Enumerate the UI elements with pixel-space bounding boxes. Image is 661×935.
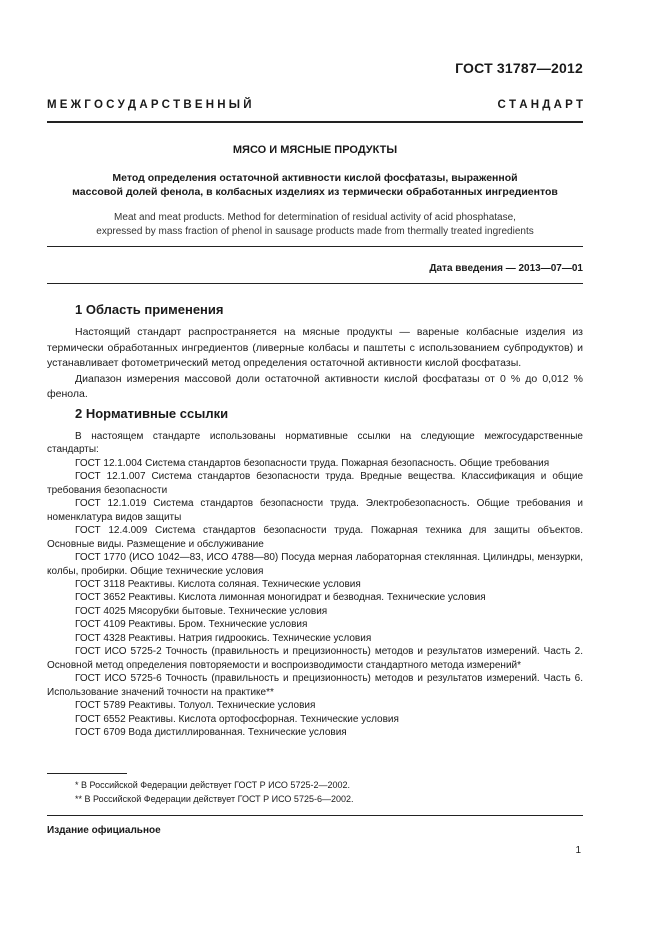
doc-number: ГОСТ 31787—2012 <box>455 60 583 76</box>
ru-title <box>47 171 583 199</box>
reference-item: ГОСТ 4328 Реактивы. Натрия гидроокись. Технические условия <box>75 632 372 644</box>
en-title-line: Meat and meat products. Method for determination of residual activity of acid phosphatase, <box>114 212 516 223</box>
reference-item: ГОСТ 6709 Вода дистиллированная. Технические условия <box>75 726 347 738</box>
header-rule <box>47 121 583 123</box>
footnote-rule <box>47 773 127 774</box>
footnote: * В Российской Федерации действует ГОСТ Р ИСО 5725-2—2002. <box>75 780 350 790</box>
standard-banner <box>47 99 583 111</box>
date-rule <box>47 283 583 284</box>
reference-item: ГОСТ 12.1.004 Система стандартов безопасности труда. Пожарная безопасность. Общие требования <box>75 457 550 469</box>
banner-left: М Е Ж Г О С У Д А Р С Т В Е Н Н Ы Й <box>47 99 252 111</box>
paragraph: Настоящий стандарт распространяется на мясные продукты — вареные колбасные изделия из термически обработанных ингредиентов (ливерные колбасы и паштеты с использованием субпродуктов) и устанавливает фотометрический метод определения остаточной активности кислой фосфатазы. <box>47 326 583 370</box>
footer-rule <box>47 815 583 816</box>
reference-item: ГОСТ 3652 Реактивы. Кислота лимонная моногидрат и безводная. Технические условия <box>75 592 486 604</box>
reference-item: ГОСТ 1770 (ИСО 1042—83, ИСО 4788—80) Посуда мерная лабораторная стеклянная. Цилиндры, мензурки, колбы, пробирки. Общие технические условия <box>47 552 583 577</box>
reference-item: ГОСТ 12.4.009 Система стандартов безопасности труда. Пожарная техника для защиты объектов. Основные виды. Размещение и обслуживание <box>47 525 583 550</box>
reference-item: ГОСТ 4109 Реактивы. Бром. Технические условия <box>75 619 308 631</box>
reference-item: ГОСТ 12.1.019 Система стандартов безопасности труда. Электробезопасность. Общие требования и номенклатура видов защиты <box>47 498 583 523</box>
section-1-heading: 1 Область применения <box>75 302 224 317</box>
reference-item: ГОСТ 5789 Реактивы. Толуол. Технические условия <box>75 700 316 712</box>
ru-title-line: массовой долей фенола, в колбасных изделиях из термически обработанных ингредиентов <box>72 186 558 198</box>
section-1-body <box>47 325 583 403</box>
references-list <box>47 430 583 739</box>
banner-right: С Т А Н Д А Р Т <box>497 99 583 111</box>
reference-item: ГОСТ 6552 Реактивы. Кислота ортофосфорная. Технические условия <box>75 713 399 725</box>
en-title-line: expressed by mass fraction of phenol in sausage products made from thermally treated ingredients <box>96 226 534 237</box>
page-number: 1 <box>575 845 581 856</box>
reference-item: ГОСТ 12.1.007 Система стандартов безопасности труда. Вредные вещества. Классификация и общие требования безопасности <box>47 471 583 496</box>
title-rule <box>47 246 583 247</box>
reference-item: ГОСТ ИСО 5725-2 Точность (правильность и прецизионность) методов и результатов измерений. Часть 2. Основной метод определения повторяемости и воспроизводимости стандартного метода измерений* <box>47 646 583 671</box>
section-2-heading: 2 Нормативные ссылки <box>75 406 229 421</box>
paragraph: Диапазон измерения массовой доли остаточной активности кислой фосфатазы от 0 % до 0,012 % фенола. <box>47 372 583 401</box>
reference-item: ГОСТ 3118 Реактивы. Кислота соляная. Технические условия <box>75 578 361 590</box>
edition-label: Издание официальное <box>47 825 161 836</box>
intro-date: Дата введения — 2013—07—01 <box>429 263 583 274</box>
reference-item: ГОСТ 4025 Мясорубки бытовые. Технические условия <box>75 605 328 617</box>
reference-item: ГОСТ ИСО 5725-6 Точность (правильность и прецизионность) методов и результатов измерений. Часть 6. Использование значений точности на практике** <box>47 673 583 698</box>
footnote: ** В Российской Федерации действует ГОСТ Р ИСО 5725-6—2002. <box>75 794 354 804</box>
references-intro: В настоящем стандарте использованы нормативные ссылки на следующие межгосударственные стандарты: <box>47 431 583 456</box>
en-title <box>47 211 583 239</box>
ru-title-line: Метод определения остаточной активности кислой фосфатазы, выраженной <box>112 172 518 184</box>
main-title: МЯСО И МЯСНЫЕ ПРОДУКТЫ <box>232 144 398 156</box>
